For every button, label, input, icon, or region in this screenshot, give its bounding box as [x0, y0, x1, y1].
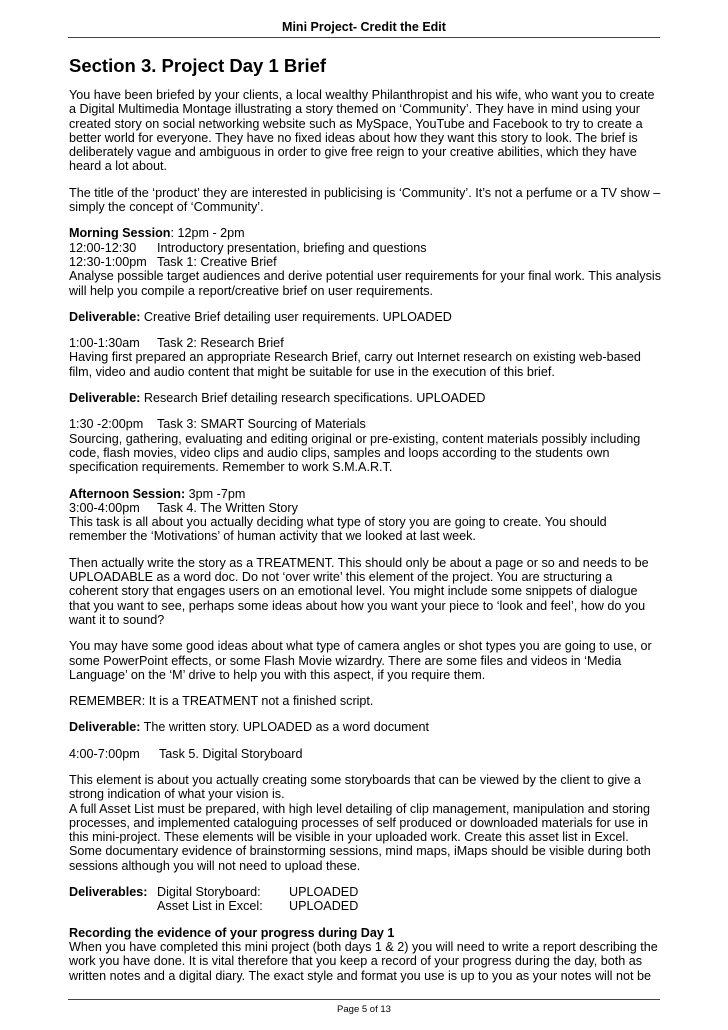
slot1-text: Introductory presentation, briefing and questions	[157, 240, 427, 255]
task2	[69, 336, 661, 379]
deliverable-status-2: UPLOADED	[289, 899, 359, 914]
morning-label: Morning Session	[69, 226, 171, 241]
deliverable-label: Deliverable:	[69, 720, 141, 735]
afternoon-label: Afternoon Session:	[69, 486, 186, 501]
task4-time: 3:00-4:00pm	[69, 500, 140, 515]
task4-title: Task 4. The Written Story	[157, 500, 298, 515]
treatment-paragraph: Then actually write the story as a TREATMENT. This should only be about a page or so and needs to be UPLOADABLE as a word doc. Do not ‘over write’ this element of the project. You are structuring a coherent story that engages users on an emotional level. You might include some snippets of dialogue that you want to see, perhaps some ideas about how you want your piece to ‘look and feel’, how do you want it to sound?	[69, 555, 649, 627]
recording-text: When you have completed this mini project (both days 1 & 2) you will need to write a report describing the work you have done. It is vital therefore that you keep a record of your progress during the day, both as written notes and a digital diary. The exact style and format you use is up to you as your notes will not be	[69, 939, 658, 983]
morning-time: : 12pm - 2pm	[170, 226, 245, 241]
deliverable-1	[69, 310, 661, 324]
deliverable-label: Deliverable:	[69, 309, 141, 324]
evidence-paragraph: Some documentary evidence of brainstorming sessions, mind maps, iMaps should be visible during both sessions although you will not need to upload these.	[69, 844, 651, 873]
task2-time: 1:00-1:30am	[69, 336, 140, 351]
task5-title: Task 5. Digital Storyboard	[159, 746, 303, 761]
afternoon-session	[69, 487, 661, 544]
task3-time: 1:30 -2:00pm	[69, 417, 144, 432]
page-content	[69, 50, 661, 995]
deliverable-1-text: Creative Brief detailing user requirements. UPLOADED	[140, 309, 452, 324]
camera-paragraph: You may have some good ideas about what type of camera angles or shot types you are going to use, or some PowerPoint effects, or some Flash Movie wizardry. There are some files and videos in ‘Media Language’ on the ‘M’ drive to help you with this aspect, if you require them.	[69, 639, 652, 682]
deliverable-3	[69, 720, 661, 734]
section-heading: Section 3. Project Day 1 Brief	[69, 55, 327, 76]
title-paragraph: The title of the ‘product’ they are interested in publicising is ‘Community’. It’s not a perfume or a TV show – simply the concept of ‘Community’.	[69, 185, 661, 215]
storyboard-block	[69, 773, 661, 873]
storyboard-paragraph: This element is about you actually creating some storyboards that can be viewed by the client to give a strong indication of what your vision is.	[69, 772, 641, 802]
afternoon-description: This task is all about you actually deciding what type of story you are going to create. You should remember the ‘Motivations’ of human activity that we looked at last week.	[69, 515, 607, 544]
afternoon-time: 3pm -7pm	[185, 486, 246, 501]
task3-title: Task 3: SMART Sourcing of Materials	[157, 417, 366, 432]
recording-heading: Recording the evidence of your progress during Day 1	[69, 925, 395, 940]
deliverables-list	[69, 885, 661, 914]
slot2-text: Task 1: Creative Brief	[157, 254, 277, 269]
deliverables-label: Deliverables:	[69, 885, 148, 900]
task2-description: Having first prepared an appropriate Research Brief, carry out Internet research on existing web-based film, video and audio content that might be suitable for use in the execution of this brief.	[69, 350, 641, 379]
task5	[69, 747, 661, 761]
slot1-time: 12:00-12:30	[69, 240, 137, 255]
recording-section	[69, 926, 661, 983]
slot2-time: 12:30-1:00pm	[69, 254, 147, 269]
task2-title: Task 2: Research Brief	[157, 336, 284, 351]
deliverable-2	[69, 391, 661, 405]
intro-paragraph: You have been briefed by your clients, a local wealthy Philanthropist and his wife, who want you to create a Digital Multimedia Montage illustrating a story themed on ‘Community’. They have in mind using your created story on social networking website such as MySpace, YouTube and Facebook to try to create a better world for everyone. They have no fixed ideas about how they want this story to look. The brief is deliberately vague and ambiguous in order to give free reign to your creative abilities, which they have heard a lot about.	[69, 88, 655, 174]
task3-description: Sourcing, gathering, evaluating and editing original or pre-existing, content materials possibly including code, flash movies, video clips and audio clips, samples and loops according to the students own specification requirements. Remember to work S.M.A.R.T.	[69, 431, 641, 475]
deliverable-status-1: UPLOADED	[289, 885, 359, 900]
remember-paragraph: REMEMBER: It is a TREATMENT not a finished script.	[69, 694, 374, 709]
header-divider	[68, 37, 660, 38]
footer-divider	[68, 999, 660, 1000]
asset-paragraph: A full Asset List must be prepared, with high level detailing of clip management, manipulation and storing processes, and implemented cataloguing processes of self produced or downloaded materials for use in this mini-project. These elements will be visible in your uploaded work. Create this asset list in Excel.	[69, 801, 651, 845]
deliverable-label: Deliverable:	[69, 391, 141, 406]
deliverable-item-2: Asset List in Excel:	[157, 899, 263, 914]
morning-session	[69, 226, 661, 297]
deliverable-3-text: The written story. UPLOADED as a word document	[140, 720, 430, 735]
running-header: Mini Project- Credit the Edit	[282, 20, 446, 34]
deliverable-item-1: Digital Storyboard:	[157, 885, 261, 900]
task5-time: 4:00-7:00pm	[69, 746, 140, 761]
deliverable-2-text: Research Brief detailing research specifications. UPLOADED	[140, 391, 486, 406]
page-number: Page 5 of 13	[337, 1004, 391, 1015]
task3	[69, 417, 661, 474]
morning-description: Analyse possible target audiences and derive potential user requirements for your final work. This analysis will help you compile a report/creative brief on user requirements.	[69, 269, 661, 298]
